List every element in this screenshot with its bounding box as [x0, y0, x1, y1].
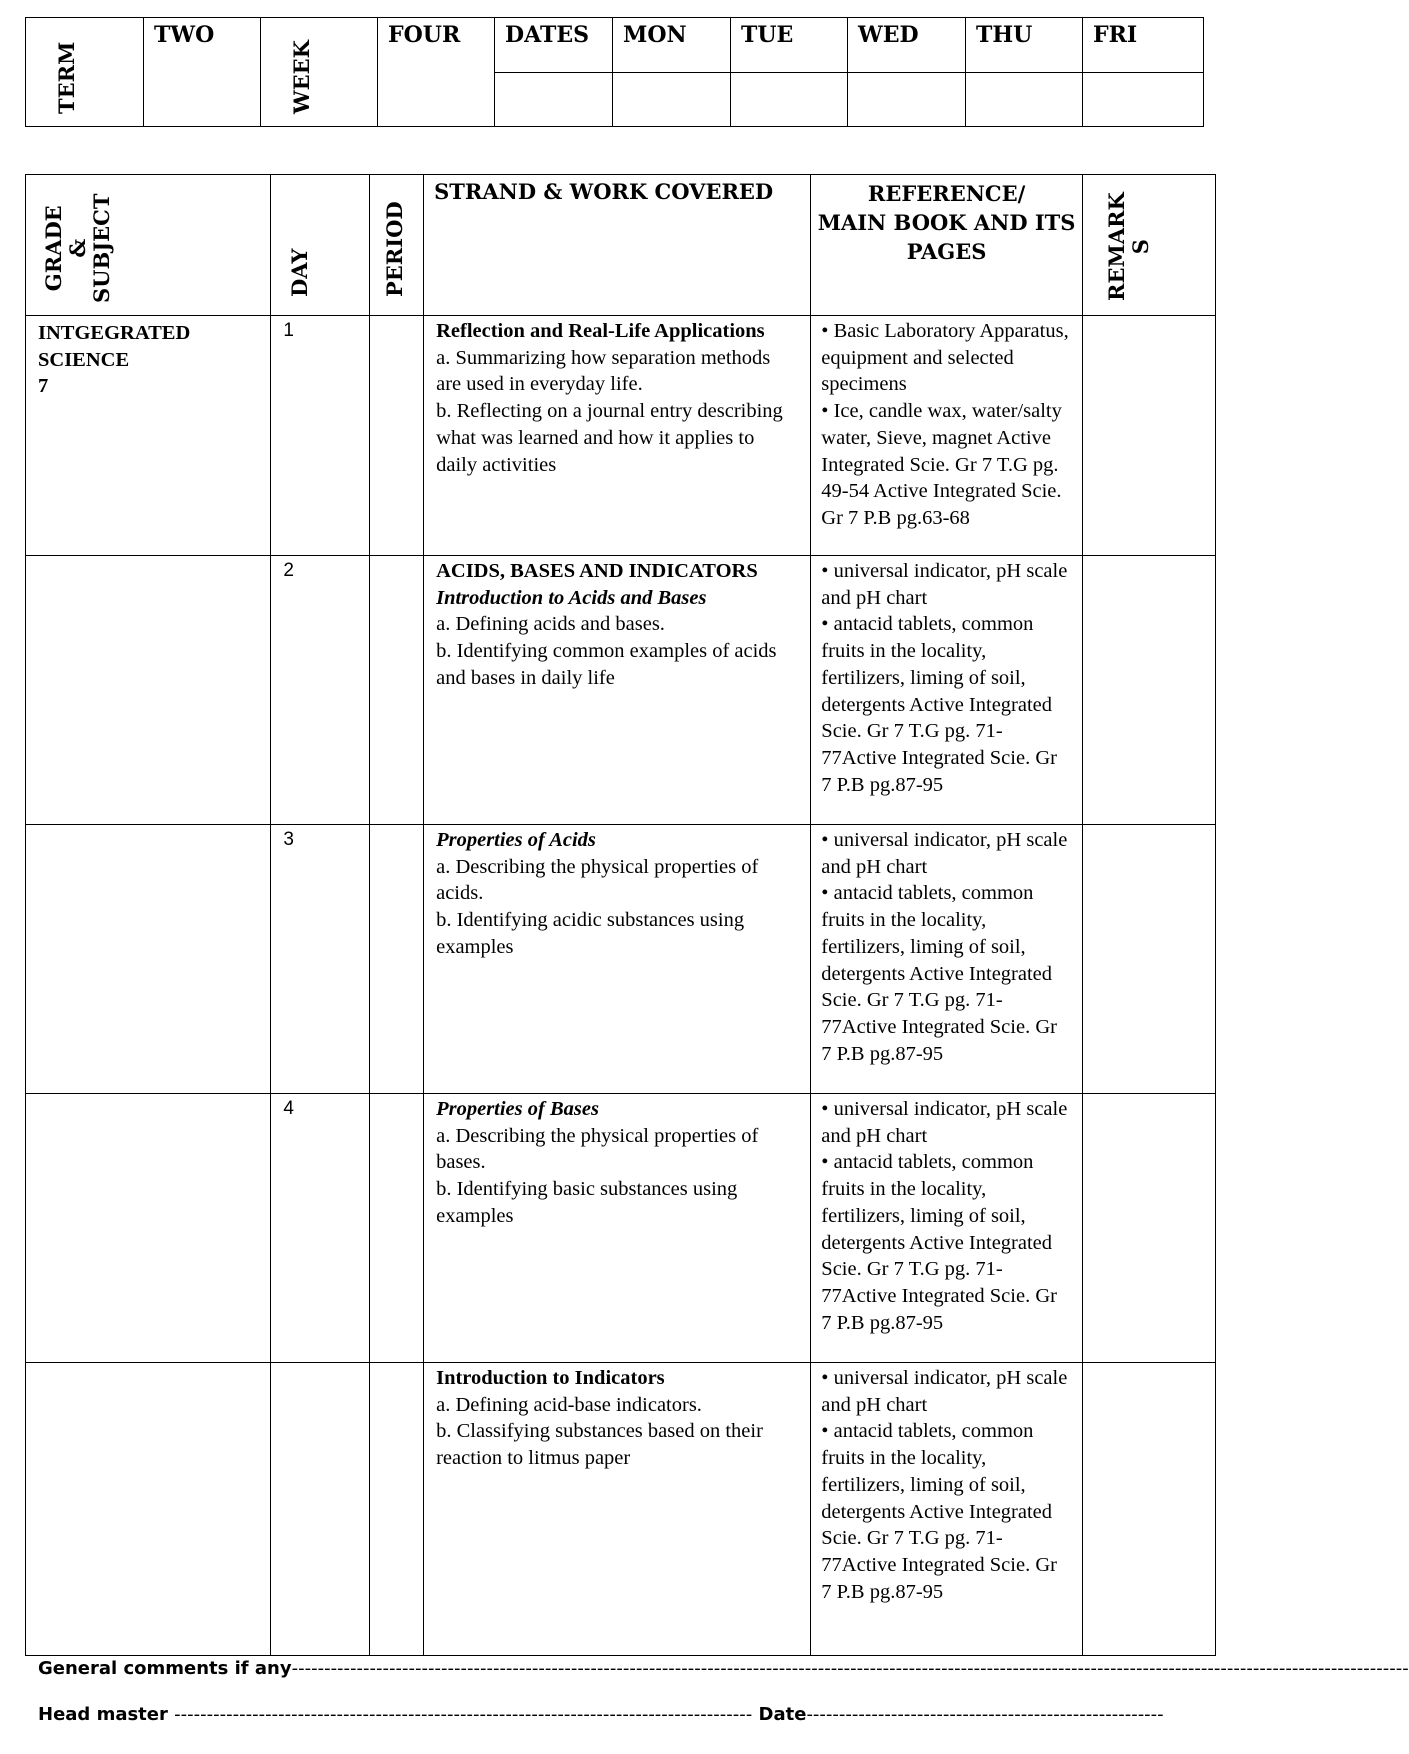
grade-subject-cell — [26, 1363, 271, 1656]
subtopic: Introduction to Indicators — [436, 1367, 665, 1389]
header-day — [271, 175, 369, 316]
remarks-cell — [1082, 825, 1215, 1094]
header-period-label: PERIOD — [381, 201, 407, 297]
reference-cell — [811, 316, 1083, 556]
strand-line: a. Defining acids and bases. — [436, 613, 665, 636]
headmaster-line — [38, 1704, 1164, 1725]
general-comments-blank[interactable]: ---------------------------------------------------------------------------------------------------------------------------------------------------------------------------- — [291, 1658, 1409, 1679]
reference-line: • antacid tablets, common fruits in the locality, fertilizers, liming of soil, detergents Active Integrated Scie. Gr 7 T.G pg. 71-77Active Integrated Scie. Gr 7 P.B pg.87-95 — [821, 1151, 1057, 1334]
reference-cell — [811, 825, 1083, 1094]
grade-subject-line1: INTGEGRATED — [38, 322, 191, 344]
topic: ACIDS, BASES AND INDICATORS — [436, 560, 758, 582]
date-cell-tue — [731, 73, 848, 127]
header-grade-line2: & — [65, 238, 90, 258]
period-cell — [369, 825, 424, 1094]
subtopic: Introduction to Acids and Bases — [436, 586, 707, 609]
period-cell — [369, 1094, 424, 1363]
reference-cell — [811, 1094, 1083, 1363]
dates-label: DATES — [495, 18, 613, 73]
subtopic: Properties of Acids — [436, 829, 596, 851]
strand-cell — [424, 1363, 811, 1656]
reference-line: • Ice, candle wax, water/salty water, Sieve, magnet Active Integrated Scie. Gr 7 T.G pg. 49-54 Active Integrated Scie. Gr 7 P.B pg.63-68 — [821, 400, 1062, 529]
general-comments-label: General comments if any — [38, 1658, 292, 1679]
header-remarks-line1: REMARK — [1103, 192, 1129, 301]
grade-subject-cell — [26, 1094, 271, 1363]
lesson-plan-table — [25, 174, 1216, 1656]
strand-line: a. Defining acid-base indicators. — [436, 1393, 702, 1416]
period-cell — [369, 556, 424, 825]
header-reference — [811, 175, 1083, 316]
header-grade-line3: SUBJECT — [89, 193, 114, 303]
subtopic: Properties of Bases — [436, 1098, 599, 1120]
date-cell-thu — [966, 73, 1083, 127]
strand-cell — [424, 825, 811, 1094]
day-header-tue: TUE — [731, 18, 848, 73]
day-cell: 4 — [271, 1094, 369, 1363]
grade-subject-cell — [26, 825, 271, 1094]
strand-cell — [424, 316, 811, 556]
header-reference-line2: MAIN BOOK AND ITS — [817, 210, 1076, 235]
header-day-label: DAY — [287, 248, 313, 297]
grade-subject-line3: 7 — [38, 375, 49, 398]
day-cell: 2 — [271, 556, 369, 825]
date-cell-mon — [613, 73, 731, 127]
table-row — [26, 825, 1216, 1094]
day-header-wed: WED — [848, 18, 966, 73]
term-label-cell — [26, 18, 144, 127]
remarks-cell — [1082, 1363, 1215, 1656]
header-reference-line3: PAGES — [906, 239, 987, 264]
day-header-fri: FRI — [1083, 18, 1204, 73]
date-blank[interactable]: ------------------------------------------------------- — [806, 1704, 1164, 1725]
table-row — [26, 1363, 1216, 1656]
strand-line: a. Describing the physical properties of acids. — [436, 855, 759, 905]
header-remarks — [1082, 175, 1215, 316]
remarks-cell — [1082, 556, 1215, 825]
table-row — [26, 556, 1216, 825]
remarks-cell — [1082, 1094, 1215, 1363]
remarks-cell — [1082, 316, 1215, 556]
table-row — [26, 1094, 1216, 1363]
strand-line: a. Describing the physical properties of bases. — [436, 1124, 759, 1174]
strand-line: b. Classifying substances based on their reaction to litmus paper — [436, 1420, 763, 1470]
subtopic: Reflection and Real-Life Applications — [436, 320, 765, 342]
headmaster-label: Head master — [38, 1704, 168, 1725]
reference-cell — [811, 1363, 1083, 1656]
strand-line: b. Identifying acidic substances using examples — [436, 909, 745, 958]
header-remarks-line2: S — [1127, 239, 1153, 255]
period-cell — [369, 1363, 424, 1656]
header-reference-line1: REFERENCE/ — [867, 181, 1026, 206]
day-cell — [271, 1363, 369, 1656]
week-label: WEEK — [289, 40, 314, 114]
term-value: TWO — [144, 18, 261, 127]
date-label: Date — [758, 1704, 807, 1725]
reference-line: • Basic Laboratory Apparatus, equipment and selected specimens — [821, 320, 1069, 396]
dates-blank-cell — [495, 73, 613, 127]
reference-line: • universal indicator, pH scale and pH chart — [821, 1367, 1068, 1416]
term-label: TERM — [54, 41, 79, 114]
header-grade-subject — [26, 175, 271, 316]
day-cell: 1 — [271, 316, 369, 556]
day-cell: 3 — [271, 825, 369, 1094]
grade-subject-line2: SCIENCE — [38, 348, 130, 371]
reference-line: • antacid tablets, common fruits in the locality, fertilizers, liming of soil, detergents Active Integrated Scie. Gr 7 T.G pg. 71-77Active Integrated Scie. Gr 7 P.B pg.87-95 — [821, 613, 1057, 796]
reference-cell — [811, 556, 1083, 825]
grade-subject-cell — [26, 556, 271, 825]
strand-line: b. Reflecting on a journal entry describing what was learned and how it applies to daily activities — [436, 400, 783, 476]
header-period — [369, 175, 424, 316]
week-value: FOUR — [378, 18, 495, 127]
reference-line: • universal indicator, pH scale and pH chart — [821, 829, 1068, 878]
reference-line: • universal indicator, pH scale and pH chart — [821, 560, 1068, 609]
period-cell — [369, 316, 424, 556]
strand-line: b. Identifying basic substances using examples — [436, 1178, 738, 1227]
term-week-header-table — [25, 17, 1204, 127]
general-comments-line — [38, 1658, 1409, 1679]
day-header-mon: MON — [613, 18, 731, 73]
strand-cell — [424, 556, 811, 825]
table-row — [26, 316, 1216, 556]
strand-cell — [424, 1094, 811, 1363]
headmaster-signature-blank[interactable]: ----------------------------------------------------------------------------------------- — [174, 1704, 753, 1725]
header-strand: STRAND & WORK COVERED — [424, 175, 811, 316]
date-cell-fri — [1083, 73, 1204, 127]
reference-line: • antacid tablets, common fruits in the locality, fertilizers, liming of soil, detergents Active Integrated Scie. Gr 7 T.G pg. 71-77Active Integrated Scie. Gr 7 P.B pg.87-95 — [821, 1420, 1057, 1603]
strand-line: a. Summarizing how separation methods are used in everyday life. — [436, 346, 771, 396]
reference-line: • antacid tablets, common fruits in the locality, fertilizers, liming of soil, detergents Active Integrated Scie. Gr 7 T.G pg. 71-77Active Integrated Scie. Gr 7 P.B pg.87-95 — [821, 882, 1057, 1065]
day-header-thu: THU — [966, 18, 1083, 73]
header-grade-line1: GRADE — [41, 205, 66, 292]
strand-line: b. Identifying common examples of acids and bases in daily life — [436, 640, 777, 689]
week-label-cell — [261, 18, 378, 127]
grade-subject-cell — [26, 316, 271, 556]
reference-line: • universal indicator, pH scale and pH chart — [821, 1098, 1068, 1147]
date-cell-wed — [848, 73, 966, 127]
